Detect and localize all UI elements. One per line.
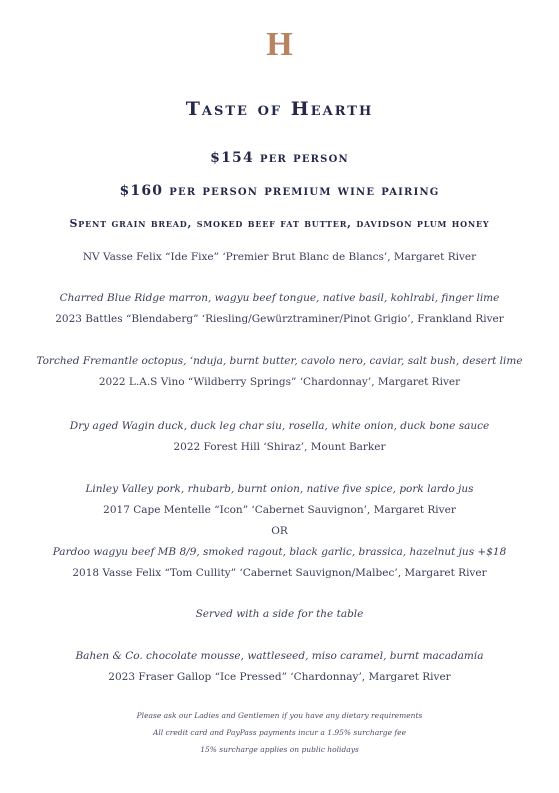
wine-pairing-5: 2017 Cape Mentelle “Icon” ‘Cabernet Sauvignon’, Margaret River <box>103 504 456 516</box>
dietary-note: Please ask our Ladies and Gentlemen if you have any dietary requirements <box>136 711 423 720</box>
course-dish-5: Linley Valley pork, rhubarb, burnt onion, native five spice, pork lardo jus <box>85 483 474 495</box>
course-dish-2: Charred Blue Ridge marron, wagyu beef tongue, native basil, kohlrabi, finger lime <box>59 292 500 304</box>
price-wine-pairing: $160 per person premium wine pairing <box>119 183 440 199</box>
wine-pairing-2: 2023 Battles “Blendaberg” ‘Riesling/Gewürztraminer/Pinot Grigio’, Frankland River <box>55 313 504 325</box>
course-dish-dessert: Bahen & Co. chocolate mousse, wattleseed, miso caramel, burnt macadamia <box>75 650 484 662</box>
starter-course: Spent grain bread, smoked beef fat butter, davidson plum honey <box>69 217 490 230</box>
wine-pairing-4: 2022 Forest Hill ‘Shiraz’, Mount Barker <box>173 441 386 453</box>
course-dish-5-alt: Pardoo wagyu beef MB 8/9, smoked ragout, black garlic, brassica, hazelnut jus +$18 <box>52 546 507 558</box>
menu-title: Taste of Hearth <box>185 98 374 120</box>
price-per-person: $154 per person <box>210 150 349 166</box>
wine-pairing-dessert: 2023 Fraser Gallop “Ice Pressed” ‘Chardonnay’, Margaret River <box>108 671 451 683</box>
hearth-logo: H <box>266 26 293 63</box>
holiday-note: 15% surcharge applies on public holidays <box>200 745 359 754</box>
course-dish-4: Dry aged Wagin duck, duck leg char siu, rosella, white onion, duck bone sauce <box>69 420 490 432</box>
side-note: Served with a side for the table <box>195 608 364 620</box>
course-dish-3: Torched Fremantle octopus, ‘nduja, burnt butter, cavolo nero, caviar, salt bush, desert lime <box>36 355 523 367</box>
wine-pairing-5-alt: 2018 Vasse Felix “Tom Cullity” ‘Cabernet Sauvignon/Malbec’, Margaret River <box>72 567 487 579</box>
wine-pairing-3: 2022 L.A.S Vino “Wildberry Springs” ‘Chardonnay’, Margaret River <box>98 376 461 388</box>
surcharge-note: All credit card and PayPass payments incur a 1.95% surcharge fee <box>152 728 407 737</box>
wine-pairing-1: NV Vasse Felix “Ide Fixe” ‘Premier Brut Blanc de Blancs’, Margaret River <box>82 251 477 263</box>
or-separator: OR <box>271 525 288 537</box>
